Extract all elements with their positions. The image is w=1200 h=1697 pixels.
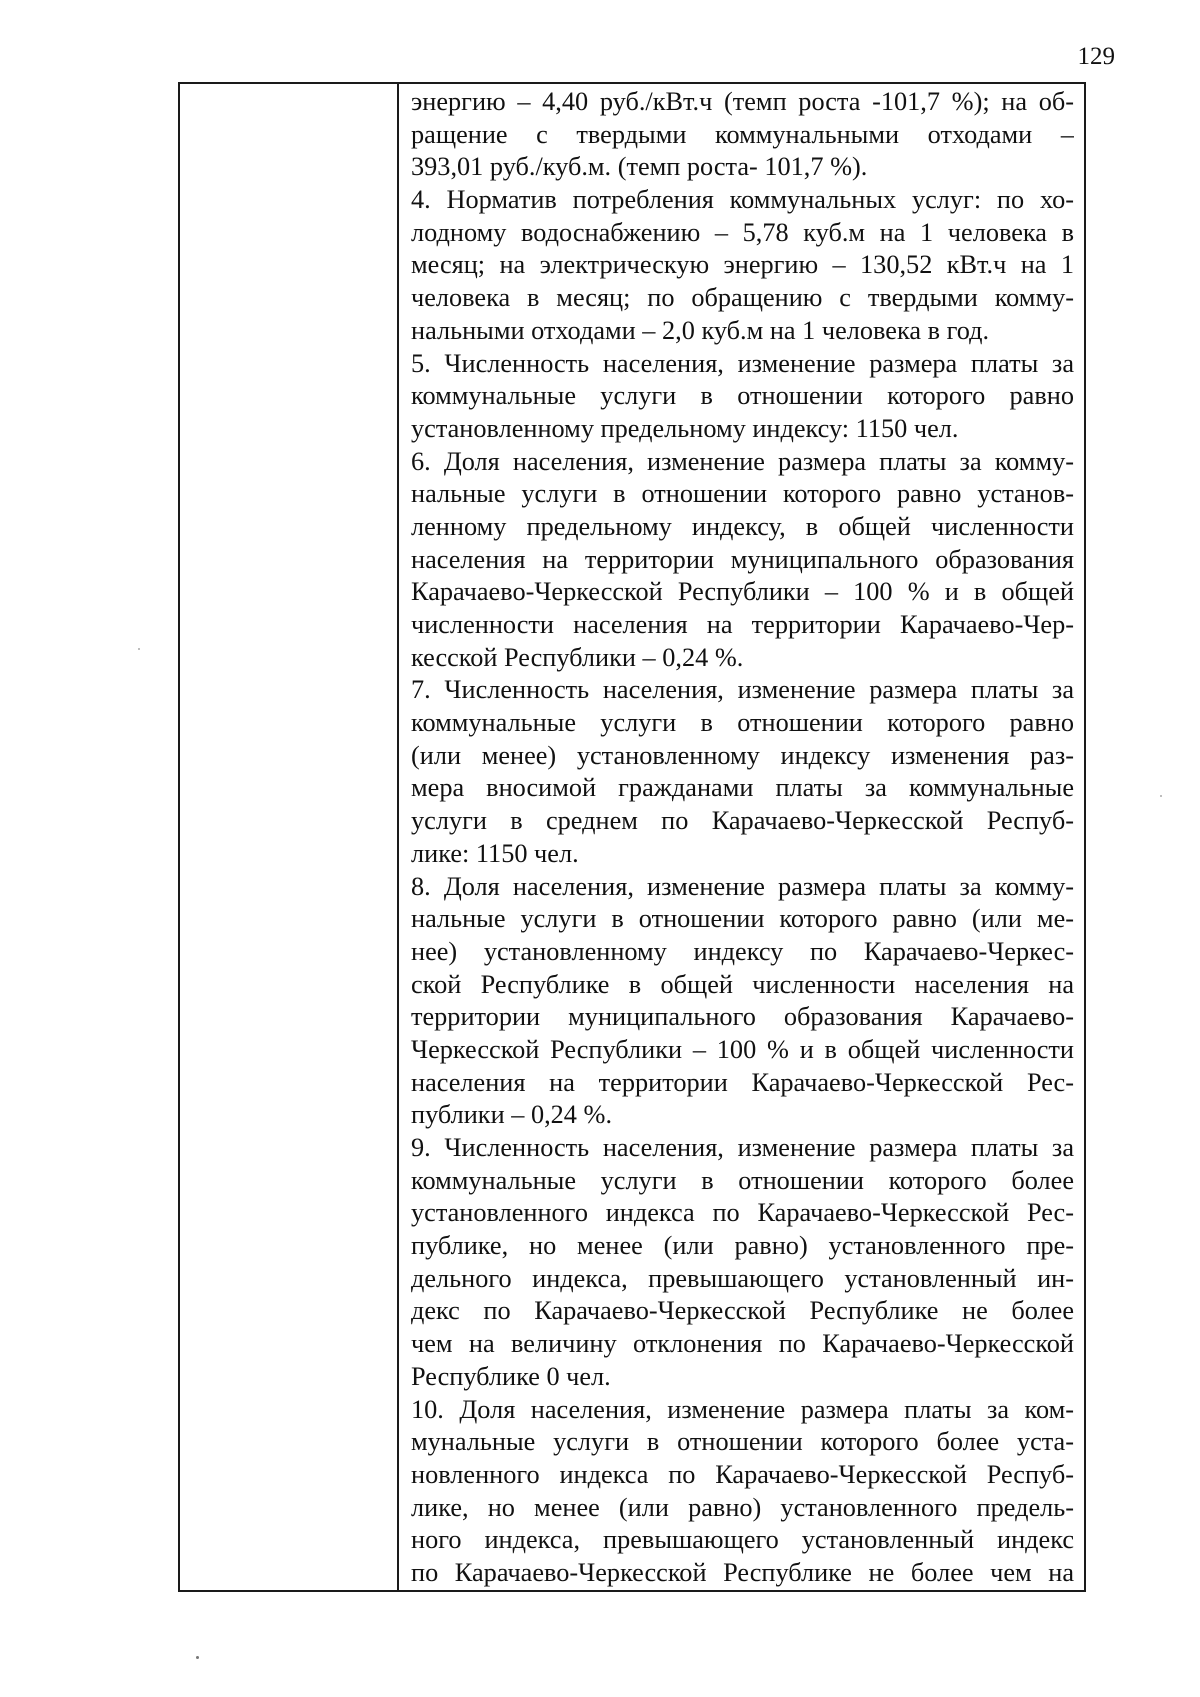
text-line: мера вносимой гражданами платы за коммунальные — [411, 773, 1074, 803]
content-table — [178, 82, 1086, 1592]
text-line: 9. Численность населения, изменение размера платы за — [411, 1133, 1074, 1162]
text-line: энергию – 4,40 руб./кВт.ч (темп роста -101,7 %); на об- — [411, 87, 1074, 116]
text-line: 10. Доля населения, изменение размера платы за ком- — [411, 1394, 1074, 1424]
text-line: коммунальные услуги в отношении которого равно — [411, 381, 1074, 411]
text-line: нальными отходами – 2,0 куб.м на 1 человека в год. — [411, 315, 990, 345]
text-line: дельного индекса, превышающего установленный ин- — [411, 1263, 1074, 1293]
page-number: 129 — [1077, 43, 1115, 70]
scan-speck — [196, 1656, 199, 1659]
text-line: 8. Доля населения, изменение размера платы за комму- — [411, 871, 1074, 901]
text-line: новленного индекса по Карачаево-Черкесской Респуб- — [411, 1459, 1074, 1489]
text-line: населения на территории Карачаево-Черкесской Рес- — [411, 1067, 1074, 1097]
text-line: численности населения на территории Карачаево-Чер- — [411, 610, 1074, 639]
text-line: мунальные услуги в отношении которого более уста- — [411, 1427, 1074, 1457]
text-line: ленному предельному индексу, в общей численности — [411, 511, 1074, 541]
text-line: публике, но менее (или равно) установленного пре- — [411, 1231, 1074, 1261]
text-line: лике: 1150 чел. — [411, 838, 579, 868]
text-line: человека в месяц; по обращению с твердыми комму- — [411, 283, 1074, 313]
text-line: лике, но менее (или равно) установленного предель- — [411, 1492, 1074, 1522]
scan-speck — [138, 648, 140, 650]
text-line: 5. Численность населения, изменение размера платы за — [411, 348, 1074, 378]
text-line: чем на величину отклонения по Карачаево-Черкесской — [411, 1329, 1074, 1359]
table-cell-right — [399, 84, 1084, 1590]
text-line: Черкесской Республики – 100 % и в общей численности — [411, 1034, 1074, 1064]
text-line: публики – 0,24 %. — [411, 1100, 613, 1130]
text-line: Республике 0 чел. — [411, 1361, 611, 1391]
text-line: ного индекса, превышающего установленный индекс — [411, 1525, 1074, 1555]
text-line: установленного индекса по Карачаево-Черкесской Рес- — [411, 1198, 1074, 1228]
text-line: коммунальные услуги в отношении которого равно — [411, 708, 1074, 738]
text-line: 6. Доля населения, изменение размера платы за комму- — [411, 446, 1074, 476]
text-line: декс по Карачаево-Черкесской Республике не более — [411, 1296, 1074, 1326]
scan-speck — [1160, 795, 1162, 797]
text-line: по Карачаево-Черкесской Республике не более чем на — [411, 1557, 1074, 1587]
text-line: 393,01 руб./куб.м. (темп роста- 101,7 %). — [411, 152, 868, 182]
text-line: 4. Норматив потребления коммунальных услуг: по хо- — [411, 185, 1074, 215]
text-line: населения на территории муниципального образования — [411, 544, 1074, 574]
text-line: территории муниципального образования Карачаево- — [411, 1002, 1074, 1032]
text-line: Карачаево-Черкесской Республики – 100 % и в общей — [411, 577, 1074, 607]
text-line: нее) установленному индексу по Карачаево-Черкес- — [411, 936, 1074, 966]
text-line: нальные услуги в отношении которого равно (или ме- — [411, 904, 1074, 934]
table-cell-left — [180, 84, 399, 1590]
text-line: 7. Численность населения, изменение размера платы за — [411, 675, 1074, 705]
text-line: ращение с твердыми коммунальными отходами – — [411, 119, 1074, 149]
text-line: кесской Республики – 0,24 %. — [411, 642, 744, 672]
text-line: ской Республике в общей численности населения на — [411, 969, 1074, 999]
text-line: коммунальные услуги в отношении которого более — [411, 1165, 1074, 1195]
text-line: месяц; на электрическую энергию – 130,52 кВт.ч на 1 — [411, 250, 1074, 280]
text-line: (или менее) установленному индексу изменения раз- — [411, 740, 1074, 770]
text-line: лодному водоснабжению – 5,78 куб.м на 1 человека в — [411, 217, 1074, 247]
text-line: установленному предельному индексу: 1150 чел. — [411, 413, 959, 443]
text-line: услуги в среднем по Карачаево-Черкесской Респуб- — [411, 806, 1074, 836]
text-line: нальные услуги в отношении которого равно установ- — [411, 479, 1074, 509]
